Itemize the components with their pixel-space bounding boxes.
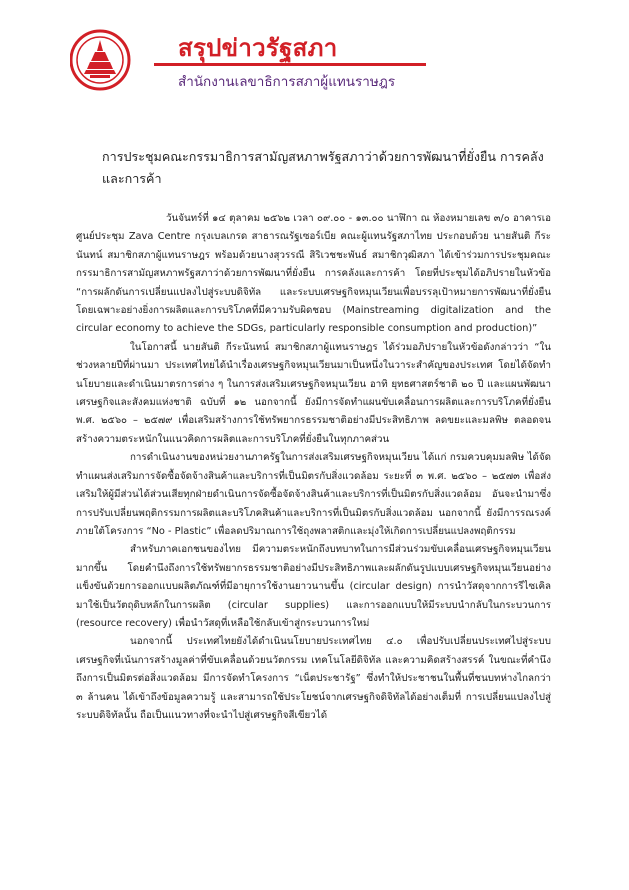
brand-divider bbox=[154, 63, 426, 66]
body-paragraph: นอกจากนี้ ประเทศไทยยังได้ดำเนินนโยบายประเทศไทย ๔.๐ เพื่อปรับเปลี่ยนประเทศไปสู่ระบบเศรษฐกิจที่เน้นการสร้างมูลค่าที่ขับเคลื่อนด้วยนวัตกรรม เทคโนโลยีดิจิทัล และความคิดสร้างสรรค์ ในขณะที่คำนึงถึงการเป็นมิตรต่อสิ่งแวดล้อม มีการจัดทำโครงการ “เน็ตประชารัฐ” ซึ่งทำให้ประชาชนในพื้นที่ชนบทห่างไกลกว่า ๓ ล้านคน ได้เข้าถึงข้อมูลความรู้ และสามารถใช้ประโยชน์จากเศรษฐกิจดิจิทัลได้อย่างเต็มที่ การเปลี่ยนแปลงไปสู่ระบบดิจิทัลนั้น ถือเป็นแนวทางที่จะนำไปสู่เศรษฐกิจสีเขียวได้ bbox=[76, 636, 551, 721]
page-header bbox=[70, 28, 570, 98]
parliament-emblem-icon bbox=[70, 28, 136, 92]
brand-subtitle: สำนักงานเลขาธิการสภาผู้แทนราษฎร bbox=[178, 74, 396, 90]
article-meta-paragraph: วันจันทร์ที่ ๑๔ ตุลาคม ๒๕๖๒ เวลา ๐๙.๐๐ - ๑๓.๐๐ นาฬิกา ณ ห้องหมายเลข ๓/๐ อาคารเอ ศูนย์ประชุม Zava Centre กรุงเบลเกรด สาธารณรัฐเซอร์เบีย คณะผู้แทนรัฐสภาไทย ประกอบด้วย นายสันติ กีระนันทน์ สมาชิกสภาผู้แทนราษฎร พร้อมด้วยนางสุวรรณี สิริเวชชะพันธ์ สมาชิกวุฒิสภา ได้เข้าร่วมการประชุมคณะกรรมาธิการสามัญสหภาพรัฐสภาว่าด้วยการพัฒนาที่ยั่งยืน การคลังและการค้า โดยที่ประชุมได้อภิปรายในหัวข้อ “การผลักดันการเปลี่ยนแปลงไปสู่ระบบดิจิทัล และระบบเศรษฐกิจหมุนเวียนเพื่อบรรลุเป้าหมายการพัฒนาที่ยั่งยืน โดยเฉพาะอย่างยิ่งการผลิตและการบริโภคที่มีความรับผิดชอบ (Mainstreaming digitalization and the circular economy to achieve the SDGs, particularly responsible consumption and production)” bbox=[76, 213, 551, 335]
brand-title: สรุปข่าวรัฐสภา bbox=[178, 34, 338, 62]
body-paragraph: การดำเนินงานของหน่วยงานภาครัฐในการส่งเสริมเศรษฐกิจหมุนเวียน ได้แก่ กรมควบคุมมลพิษ ได้จัดทำแผนส่งเสริมการจัดซื้อจัดจ้างสินค้าและบริการที่เป็นมิตรกับสิ่งแวดล้อม ระยะที่ ๓ พ.ศ. ๒๕๖๐ – ๒๕๗๓ เพื่อส่งเสริมให้ผู้มีส่วนได้ส่วนเสียทุกฝ่ายดำเนินการจัดซื้อจัดจ้างสินค้าและบริการที่เป็นมิตรกับสิ่งแวดล้อม อันจะนำมาซึ่งการปรับเปลี่ยนพฤติกรรมการผลิตและบริโภคสินค้าและบริการที่เป็นมิตรกับสิ่งแวดล้อม นอกจากนี้ ยังมีการรณรงค์ภายใต้โครงการ “No - Plastic” เพื่อลดปริมาณการใช้ถุงพลาสติกและมุ่งให้เกิดการเปลี่ยนแปลงพฤติกรรม bbox=[76, 452, 551, 537]
article-body bbox=[76, 210, 551, 725]
article-title: การประชุมคณะกรรมาธิการสามัญสหภาพรัฐสภาว่าด้วยการพัฒนาที่ยั่งยืน การคลัง และการค้า bbox=[102, 149, 544, 186]
body-paragraph: ในโอกาสนี้ นายสันติ กีระนันทน์ สมาชิกสภาผู้แทนราษฎร ได้ร่วมอภิปรายในหัวข้อดังกล่าวว่า “ในช่วงหลายปีที่ผ่านมา ประเทศไทยได้นำเรื่องเศรษฐกิจหมุนเวียนมาเป็นหนึ่งในวาระสำคัญของประเทศ โดยได้จัดทำนโยบายและดำเนินมาตรการต่าง ๆ ในการส่งเสริมเศรษฐกิจหมุนเวียน อาทิ ยุทธศาสตร์ชาติ ๒๐ ปี และแผนพัฒนาเศรษฐกิจและสังคมแห่งชาติ ฉบับที่ ๑๒ นอกจากนี้ ยังมีการจัดทำแผนขับเคลื่อนการผลิตและการบริโภคที่ยั่งยืน พ.ศ. ๒๕๖๐ – ๒๕๗๙ เพื่อเสริมสร้างการใช้ทรัพยากรธรรมชาติอย่างมีประสิทธิภาพ ลดขยะและมลพิษ ตลอดจนสร้างความตระหนักในแนวคิดการผลิตและการบริโภคที่ยั่งยืนในทุกภาคส่วน bbox=[76, 341, 551, 445]
body-paragraph: สำหรับภาคเอกชนของไทย มีความตระหนักถึงบทบาทในการมีส่วนร่วมขับเคลื่อนเศรษฐกิจหมุนเวียนมากขึ้น โดยคำนึงถึงการใช้ทรัพยากรธรรมชาติอย่างมีประสิทธิภาพและผลักดันรูปแบบเศรษฐกิจหมุนเวียนอย่างแข็งขันด้วยการออกแบบผลิตภัณฑ์ที่มีอายุการใช้งานยาวนานขึ้น (circular design) การนำวัสดุจากการรีไซเคิลมาใช้เป็นวัตถุดิบหลักในการผลิต (circular supplies) และการออกแบบให้มีระบบนำกลับในกระบวนการ (resource recovery) เพื่อนำวัสดุที่เหลือใช้กลับเข้าสู่กระบวนการใหม่ bbox=[76, 544, 551, 629]
